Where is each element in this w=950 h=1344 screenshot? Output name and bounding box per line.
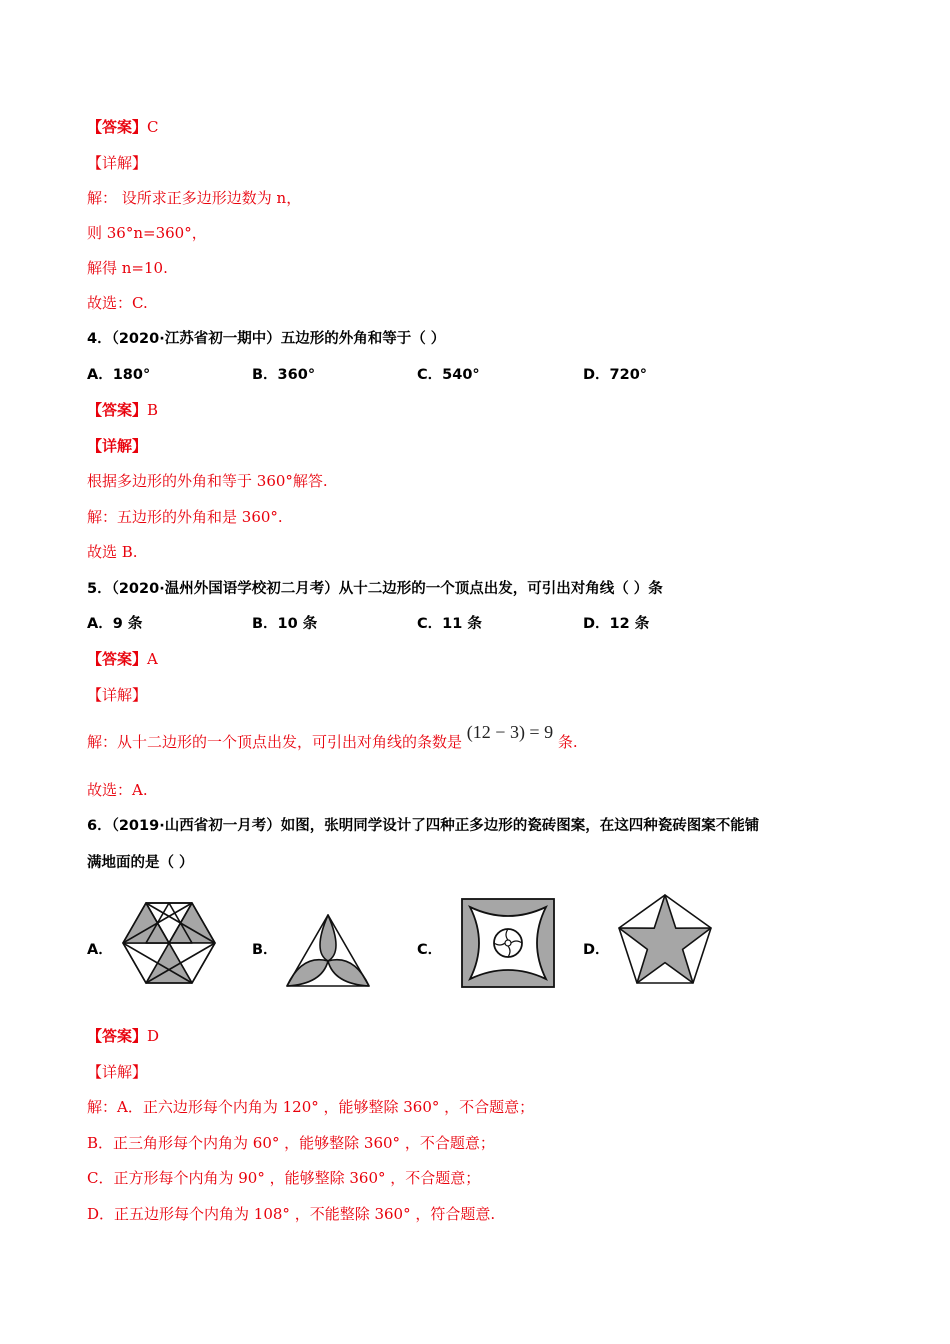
q5-answer-value: A	[147, 650, 158, 668]
q6-solution-line-4: D．正五边形每个内角为 108° ，不能整除 360° ，符合题意.	[87, 1205, 496, 1223]
answer-label: 【答案】	[87, 650, 148, 668]
q6-option-c-label: C．	[417, 942, 443, 958]
detail-label: 【详解】	[87, 686, 148, 704]
q4-answer-line	[87, 400, 158, 420]
q4-solution-line-2: 解：五边形的外角和是 360°.	[87, 508, 283, 526]
hexagon-tile-figure	[120, 898, 218, 988]
q5-solution-line-1	[87, 722, 578, 752]
q6-stem-line-1	[87, 816, 759, 836]
q6-solution-line-2: B．正三角形每个内角为 60° ，能够整除 360° ，不合题意；	[87, 1134, 495, 1152]
q6-solution-line-1: 解：A．正六边形每个内角为 120° ，能够整除 360° ，不合题意；	[87, 1098, 535, 1116]
detail-label: 【详解】	[87, 154, 148, 172]
q5-stem	[87, 579, 663, 599]
answer-label: 【答案】	[87, 118, 148, 136]
q6-option-d-label: D．	[583, 942, 610, 958]
q3-answer-value: C	[147, 118, 159, 136]
triangle-tile-figure	[284, 912, 372, 990]
q5-option-d: D．12 条	[583, 616, 650, 632]
q4-detail-label	[87, 436, 147, 456]
q4-option-c: C．540°	[417, 367, 480, 383]
q5-source: （2020·温州外国语学校初二月考）	[111, 581, 339, 597]
q6-stem-line-2: 满地面的是（ ）	[87, 855, 194, 871]
q3-answer-line	[87, 117, 159, 137]
q5-answer-line	[87, 649, 158, 669]
q5-option-c: C．11 条	[417, 616, 482, 632]
q5-formula: (12 − 3) = 9	[466, 722, 554, 742]
q5-detail-label	[87, 685, 147, 705]
answer-label: 【答案】	[87, 401, 148, 419]
q4-stem	[87, 329, 445, 349]
q6-answer-line	[87, 1026, 159, 1046]
detail-label: 【详解】	[87, 1063, 148, 1081]
q4-number: 4．	[87, 331, 112, 347]
q4-solution-line-3: 故选 B.	[87, 543, 138, 561]
q3-solution-line-1: 解： 设所求正多边形边数为 n，	[87, 189, 302, 207]
pentagon-star-figure	[616, 892, 714, 986]
q5-solution-line-2: 故选：A.	[87, 781, 148, 799]
q3-detail-label	[87, 153, 147, 173]
q4-option-d: D．720°	[583, 367, 648, 383]
q4-solution-line-1: 根据多边形的外角和等于 360°解答.	[87, 472, 328, 490]
q6-option-b-label: B．	[252, 942, 278, 958]
q6-option-a-label: A．	[87, 942, 113, 958]
q5-solution-post: 条.	[557, 733, 578, 751]
q6-detail-label	[87, 1062, 147, 1082]
q5-number: 5．	[87, 581, 112, 597]
q6-stem-text-1: 如图，张明同学设计了四种正多边形的瓷砖图案，在这四种瓷砖图案不能铺	[280, 818, 760, 834]
q4-stem-text: 五边形的外角和等于（ ）	[280, 331, 446, 347]
q5-option-b: B．10 条	[252, 616, 318, 632]
q3-solution-line-2: 则 36°n=360°，	[87, 224, 207, 242]
q3-solution-line-4: 故选：C.	[87, 294, 148, 312]
detail-label: 【详解】	[87, 437, 148, 455]
q3-solution-line-3: 解得 n=10.	[87, 259, 168, 277]
q4-answer-value: B	[147, 401, 159, 419]
q4-option-a: A．180°	[87, 367, 151, 383]
q5-option-a: A．9 条	[87, 616, 143, 632]
q6-number: 6．	[87, 818, 112, 834]
q5-stem-text: 从十二边形的一个顶点出发，可引出对角线（ ）条	[338, 581, 663, 597]
q6-solution-line-3: C．正方形每个内角为 90° ，能够整除 360° ，不合题意；	[87, 1169, 481, 1187]
q5-solution-pre: 解：从十二边形的一个顶点出发，可引出对角线的条数是	[87, 733, 463, 751]
square-tile-figure	[460, 897, 556, 989]
q6-source: （2019·山西省初一月考）	[111, 818, 281, 834]
q4-option-b: B．360°	[252, 367, 316, 383]
answer-label: 【答案】	[87, 1027, 148, 1045]
q6-answer-value: D	[147, 1027, 160, 1045]
q4-source: （2020·江苏省初一期中）	[111, 331, 281, 347]
